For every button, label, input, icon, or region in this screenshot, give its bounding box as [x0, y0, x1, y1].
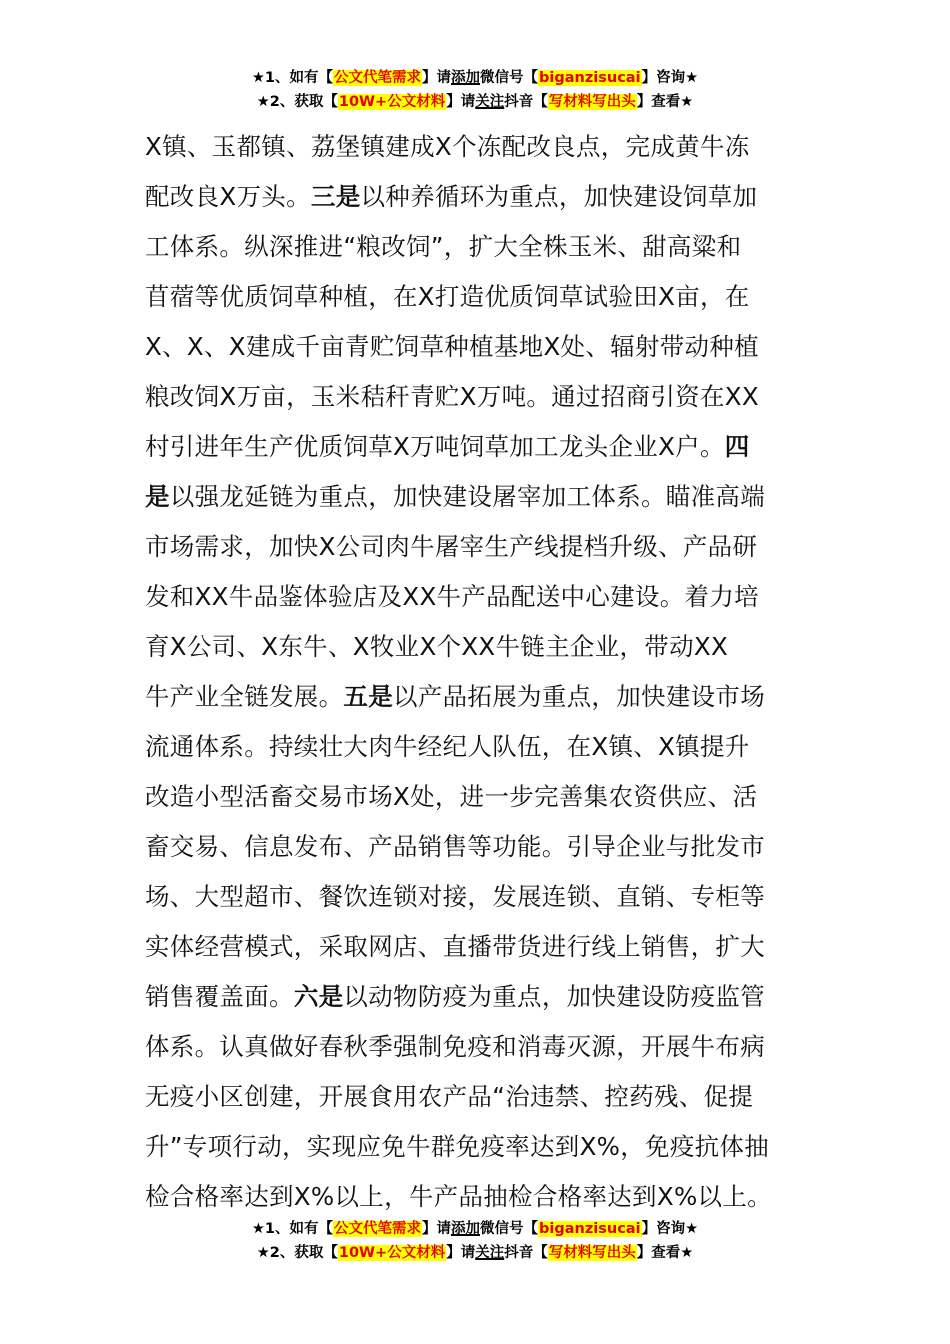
douyin-id-highlight: 写材料写出头 — [548, 1245, 636, 1261]
point-marker: 是 — [145, 482, 170, 511]
wechat-id-highlight: biganzisucai — [539, 1221, 641, 1237]
text-line: 工体系。纵深推进“粮改饲”，扩大全株玉米、甜高粱和 — [145, 232, 742, 261]
point-marker: 六是 — [293, 982, 344, 1011]
text-line: 粮改饲X万亩，玉米秸秆青贮X万吨。通过招商引资在XX — [145, 382, 759, 411]
text-line: 是以强龙延链为重点，加快建设屠宰加工体系。瞄准高端 — [145, 482, 766, 511]
service-highlight: 公文代笔需求 — [334, 1221, 422, 1237]
document-body — [145, 122, 810, 1222]
banner-line-1: ★1、如有【公文代笔需求】请添加微信号【biganzisucai】咨询★ — [251, 70, 699, 86]
text-line: X、X、X建成千亩青贮饲草种植基地X处、辐射带动种植 — [145, 332, 759, 361]
douyin-id-highlight: 写材料写出头 — [548, 94, 636, 110]
point-marker: 三是 — [310, 182, 361, 211]
text-line: 实体经营模式，采取网店、直播带货进行线上销售，扩大 — [145, 932, 765, 961]
banner-line-2: ★2、获取【10W+公文材料】请关注抖音【写材料写出头】查看★ — [256, 1245, 694, 1261]
text-line: 检合格率达到X%以上，牛产品抽检合格率达到X%以上。 — [145, 1182, 772, 1211]
point-marker: 五是 — [343, 682, 394, 711]
text-line: 流通体系。持续壮大肉牛经纪人队伍，在X镇、X镇提升 — [145, 732, 750, 761]
text-line: 无疫小区创建，开展食用农产品“治违禁、控药残、促提 — [145, 1082, 754, 1111]
text-line: 牛产业全链发展。五是以产品拓展为重点，加快建设市场 — [145, 682, 766, 711]
text-line: 配改良X万头。三是以种养循环为重点，加快建设饲草加 — [145, 182, 758, 211]
wechat-id-highlight: biganzisucai — [539, 70, 641, 86]
text-line: 体系。认真做好春秋季强制免疫和消毒灭源，开展牛布病 — [145, 1032, 765, 1061]
text-line: 育X公司、X东牛、X牧业X个XX牛链主企业，带动XX — [145, 632, 729, 661]
banner-line-2: ★2、获取【10W+公文材料】请关注抖音【写材料写出头】查看★ — [256, 94, 694, 110]
text-line: 改造小型活畜交易市场X处，进一步完善集农资供应、活 — [145, 782, 758, 811]
service-highlight: 公文代笔需求 — [334, 70, 422, 86]
point-marker: 四 — [724, 432, 750, 461]
text-line: X镇、玉都镇、荔堡镇建成X个冻配改良点，完成黄牛冻 — [145, 132, 750, 161]
header-banner — [0, 66, 950, 114]
text-line: 苜蓿等优质饲草种植，在X打造优质饲草试验田X亩，在 — [145, 282, 750, 311]
text-line: 场、大型超市、餐饮连锁对接，发展连锁、直销、专柜等 — [145, 882, 765, 911]
text-line: 发和XX牛品鉴体验店及XX牛产品配送中心建设。着力培 — [145, 582, 759, 611]
footer-banner — [0, 1217, 950, 1265]
text-line: 村引进年生产优质饲草X万吨饲草加工龙头企业X户。四 — [145, 432, 750, 461]
text-line: 销售覆盖面。六是以动物防疫为重点，加快建设防疫监管 — [145, 982, 766, 1011]
text-line: 畜交易、信息发布、产品销售等功能。引导企业与批发市 — [145, 832, 765, 861]
text-line: 升”专项行动，实现应免牛群免疫率达到X%，免疫抗体抽 — [145, 1132, 770, 1161]
banner-line-1: ★1、如有【公文代笔需求】请添加微信号【biganzisucai】咨询★ — [251, 1221, 699, 1237]
materials-highlight: 10W+公文材料 — [338, 1245, 446, 1261]
materials-highlight: 10W+公文材料 — [338, 94, 446, 110]
text-line: 市场需求，加快X公司肉牛屠宰生产线提档升级、产品研 — [145, 532, 758, 561]
